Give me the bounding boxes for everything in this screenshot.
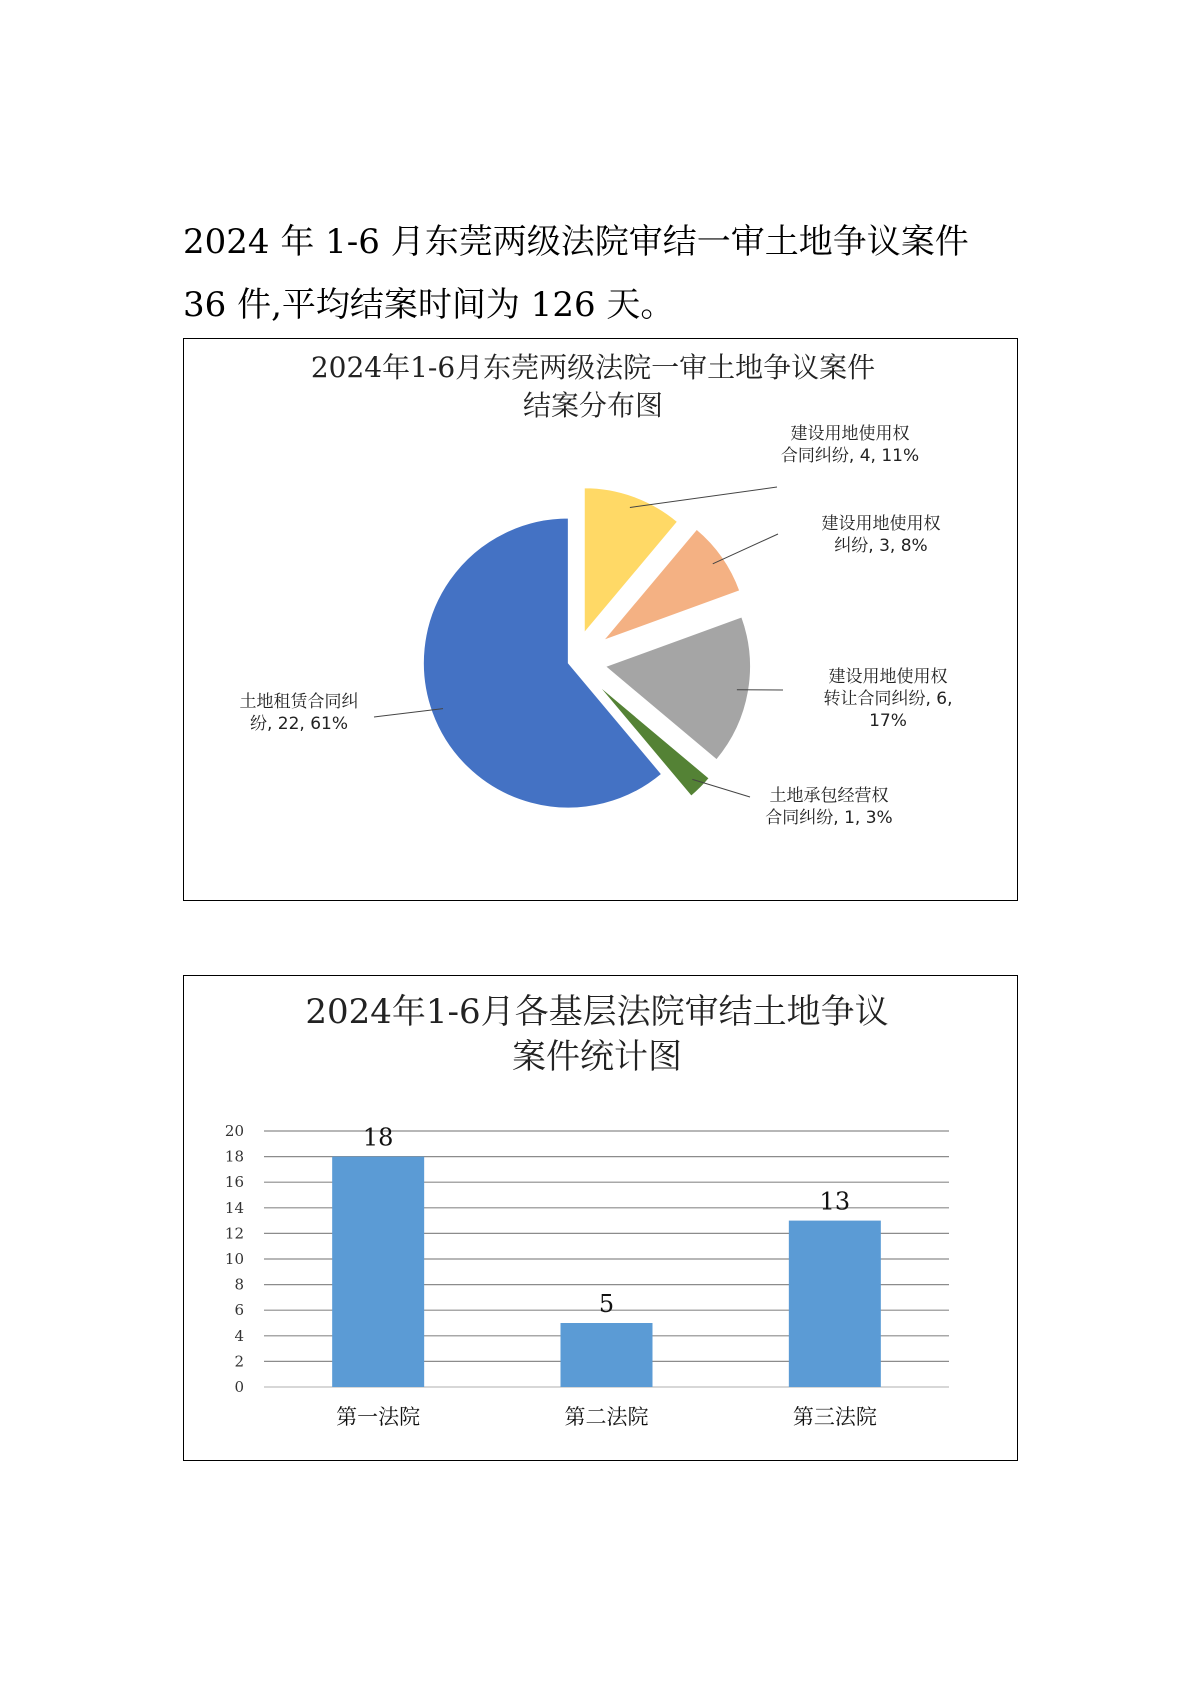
y-tick-label: 14 (224, 1198, 244, 1217)
y-tick-label: 6 (234, 1301, 244, 1320)
pie-slice-label: 建设用地使用权 (790, 424, 910, 444)
pie-leader-line (630, 487, 777, 507)
bar (789, 1221, 881, 1387)
y-tick-label: 8 (234, 1275, 244, 1294)
y-tick-label: 2 (234, 1352, 244, 1371)
bar-chart-title-line-2: 案件统计图 (512, 1037, 682, 1077)
y-tick-label: 16 (224, 1173, 244, 1192)
y-tick-label: 10 (224, 1250, 244, 1268)
pie-leader-line (692, 779, 750, 797)
y-tick-label: 12 (224, 1224, 244, 1243)
pie-slice-label: 纷, 22, 61% (249, 714, 349, 734)
pie-chart-title-line-1: 2024年1-6月东莞两级法院一审土地争议案件 (310, 351, 876, 384)
pie-slice-label: 转让合同纠纷, 6, (823, 689, 953, 709)
pie-chart-frame (183, 338, 1018, 901)
pie-slice-label: 建设用地使用权 (828, 667, 948, 687)
bar-chart-frame (183, 975, 1018, 1461)
pie-slice-label: 合同纠纷, 4, 11% (780, 446, 920, 466)
x-category-label: 第三法院 (792, 1405, 877, 1429)
pie-slice-label: 17% (869, 711, 907, 731)
y-tick-label: 20 (224, 1122, 244, 1140)
bar (332, 1157, 424, 1387)
pie-slice-label: 土地承包经营权 (769, 786, 889, 806)
pie-slice-label: 土地租赁合同纠 (239, 692, 359, 712)
bar-chart (184, 976, 1019, 1462)
y-tick-label: 18 (224, 1147, 244, 1166)
pie-chart (184, 339, 1019, 902)
pie-slice-label: 纠纷, 3, 8% (834, 536, 928, 556)
y-tick-label: 4 (234, 1326, 244, 1345)
paragraph-line-2: 36 件,平均结案时间为 126 天。 (183, 285, 675, 325)
paragraph-line-1: 2024 年 1-6 月东莞两级法院审结一审土地争议案件 (183, 222, 969, 262)
y-tick-label: 0 (234, 1378, 244, 1396)
pie-chart-title-line-2: 结案分布图 (522, 389, 664, 422)
bar-value-label: 18 (362, 1123, 394, 1152)
bar (561, 1323, 653, 1387)
pie-slice-label: 合同纠纷, 1, 3% (765, 808, 893, 828)
bar-value-label: 13 (819, 1187, 851, 1216)
pie-slice-label: 建设用地使用权 (821, 514, 941, 534)
x-category-label: 第二法院 (564, 1405, 649, 1429)
bar-chart-title-line-1: 2024年1-6月各基层法院审结土地争议 (305, 992, 889, 1032)
pie-leader-line (713, 534, 778, 564)
x-category-label: 第一法院 (336, 1405, 421, 1429)
bar-value-label: 5 (598, 1290, 615, 1318)
